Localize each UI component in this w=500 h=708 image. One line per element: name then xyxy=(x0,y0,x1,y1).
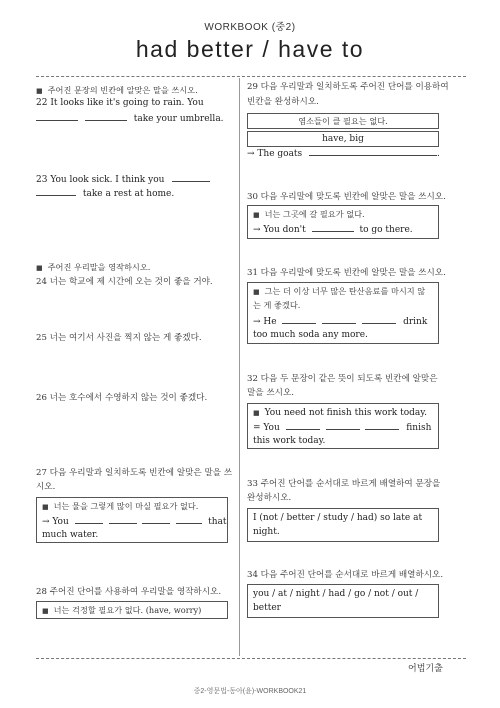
q27-box-line1: ■ 너는 물을 그렇게 많이 마실 필요가 없다. xyxy=(42,500,198,514)
q32-box-line2-start: = You xyxy=(253,423,280,433)
q32-box-line3: this work today. xyxy=(253,436,326,446)
q25: 25 너는 여기서 사진을 찍지 않는 게 좋겠다. xyxy=(36,333,202,343)
instruction-fill-blank: ■ 주어진 문장의 빈칸에 알맞은 말을 쓰시오. xyxy=(36,84,198,98)
q32-line1: 32 다음 두 문장이 같은 뜻이 되도록 빈칸에 알맞은 xyxy=(247,374,438,384)
q34-box xyxy=(247,584,439,618)
q33-line1: 33 주어진 단어를 순서대로 바르게 배열하여 문장을 xyxy=(247,479,441,489)
q27-blank-3[interactable] xyxy=(142,514,170,524)
q30-box-line2-start: → You don't xyxy=(253,225,306,235)
q31-box-line3-start: → He xyxy=(253,317,277,327)
q29-box-words-text: have, big xyxy=(322,134,364,144)
q27-box-line2-start: → You xyxy=(42,517,69,527)
q30-box-line1: ■ 너는 그곳에 갈 필요가 없다. xyxy=(253,208,365,222)
page-title: had better / have to xyxy=(135,36,365,62)
bottom-divider xyxy=(36,658,466,659)
q22-line2 xyxy=(36,111,224,126)
q23-blank-2[interactable] xyxy=(36,186,76,196)
q23-line1-text: 23 You look sick. I think you xyxy=(36,175,165,185)
q30: 30 다음 우리말에 맞도록 빈칸에 알맞은 말을 쓰시오. xyxy=(247,192,446,202)
q26: 26 너는 호수에서 수영하지 않는 것이 좋겠다. xyxy=(36,393,208,403)
q29-box-korean xyxy=(247,113,439,129)
column-divider xyxy=(239,78,240,656)
q24: 24 너는 학교에 제 시간에 오는 것이 좋을 거야. xyxy=(36,277,213,287)
q30-blank[interactable] xyxy=(312,222,354,232)
q33-box-line1: I (not / better / study / had) so late at xyxy=(253,513,423,523)
q27-blank-2[interactable] xyxy=(109,514,137,524)
q31-box xyxy=(247,282,439,344)
q29-blank[interactable] xyxy=(309,146,437,156)
q29-box-words xyxy=(247,131,439,147)
workbook-label: WORKBOOK (중2) xyxy=(204,22,296,33)
q31-box-line3 xyxy=(253,314,427,329)
q22-blank-1[interactable] xyxy=(36,111,78,121)
q32-box-line1: ■ You need not finish this work today. xyxy=(253,406,427,420)
q31-blank-1[interactable] xyxy=(282,314,316,324)
footer-label: 어법기출 xyxy=(408,663,443,673)
q27-line1: 27 다음 우리말과 일치하도록 빈칸에 알맞은 말을 쓰 xyxy=(36,468,233,478)
q23-line2-text: take a rest at home. xyxy=(82,189,175,199)
q32-box xyxy=(247,403,439,449)
q28: 28 주어진 단어를 사용하여 우리말을 영작하시오. xyxy=(36,587,222,597)
q34-box-line1: you / at / night / had / go / not / out / xyxy=(253,589,419,599)
q29-line1: 29 다음 우리말과 일치하도록 주어진 단어를 이용하여 xyxy=(247,82,449,92)
q28-box xyxy=(36,601,228,619)
q23-line1 xyxy=(36,172,210,187)
q31-box-line1: ■ 그는 더 이상 너무 많은 탄산음료를 마시지 않 xyxy=(253,285,425,299)
q34: 34 다음 주어진 단어를 순서대로 바르게 배열하시오. xyxy=(247,570,444,580)
q27-blank-1[interactable] xyxy=(75,514,103,524)
instruction-translate: ■ 주어진 우리말을 영작하시오. xyxy=(36,261,150,275)
q30-box xyxy=(247,205,439,239)
q33-box-line2: night. xyxy=(253,527,280,537)
q23-blank-1[interactable] xyxy=(172,172,210,182)
q22-line2-text: take your umbrella. xyxy=(133,114,224,124)
q23-line2 xyxy=(36,186,174,201)
q27-box-line3: much water. xyxy=(42,530,99,540)
q32-box-line2-end: finish xyxy=(406,423,432,433)
q29-answer-start: → The goats xyxy=(247,149,303,159)
q32-blank-2[interactable] xyxy=(326,420,360,430)
q29-answer: → The goats . xyxy=(247,146,440,161)
q27-box-line2 xyxy=(42,514,227,529)
q33-line2: 완성하시오. xyxy=(247,493,292,503)
q29-box-korean-text: 염소들이 클 필요는 없다. xyxy=(298,116,388,126)
q32-line2: 말을 쓰시오. xyxy=(247,388,294,398)
top-divider xyxy=(36,76,466,77)
q31: 31 다음 우리말에 맞도록 빈칸에 알맞은 말을 쓰시오. xyxy=(247,268,446,278)
q34-box-line2: better xyxy=(253,603,281,613)
q22-line1: 22 It looks like it's going to rain. You xyxy=(36,98,204,108)
q33-box xyxy=(247,508,439,542)
footer-page-code: 중2-영문법-동아(윤)-WORKBOOK21 xyxy=(193,688,307,695)
q27-blank-4[interactable] xyxy=(176,514,202,524)
q27-line2: 시오. xyxy=(36,482,56,492)
q32-blank-1[interactable] xyxy=(286,420,320,430)
q31-blank-3[interactable] xyxy=(362,314,396,324)
q30-box-line2-end: to go there. xyxy=(359,225,413,235)
q31-blank-2[interactable] xyxy=(322,314,356,324)
q31-box-line2: 는 게 좋겠다. xyxy=(253,300,301,310)
q27-box xyxy=(36,497,228,543)
q32-box-line2 xyxy=(253,420,431,435)
q22-blank-2[interactable] xyxy=(85,111,127,121)
q30-box-line2 xyxy=(253,222,413,237)
q29-line2: 빈칸을 완성하시오. xyxy=(247,97,319,107)
q31-box-line4: too much soda any more. xyxy=(253,330,368,340)
q32-blank-3[interactable] xyxy=(365,420,399,430)
q28-box-text: ■ 너는 걱정할 필요가 없다. (have, worry) xyxy=(42,604,201,618)
q27-box-line2-end: that xyxy=(208,517,227,527)
q31-box-line3-end: drink xyxy=(403,317,428,327)
